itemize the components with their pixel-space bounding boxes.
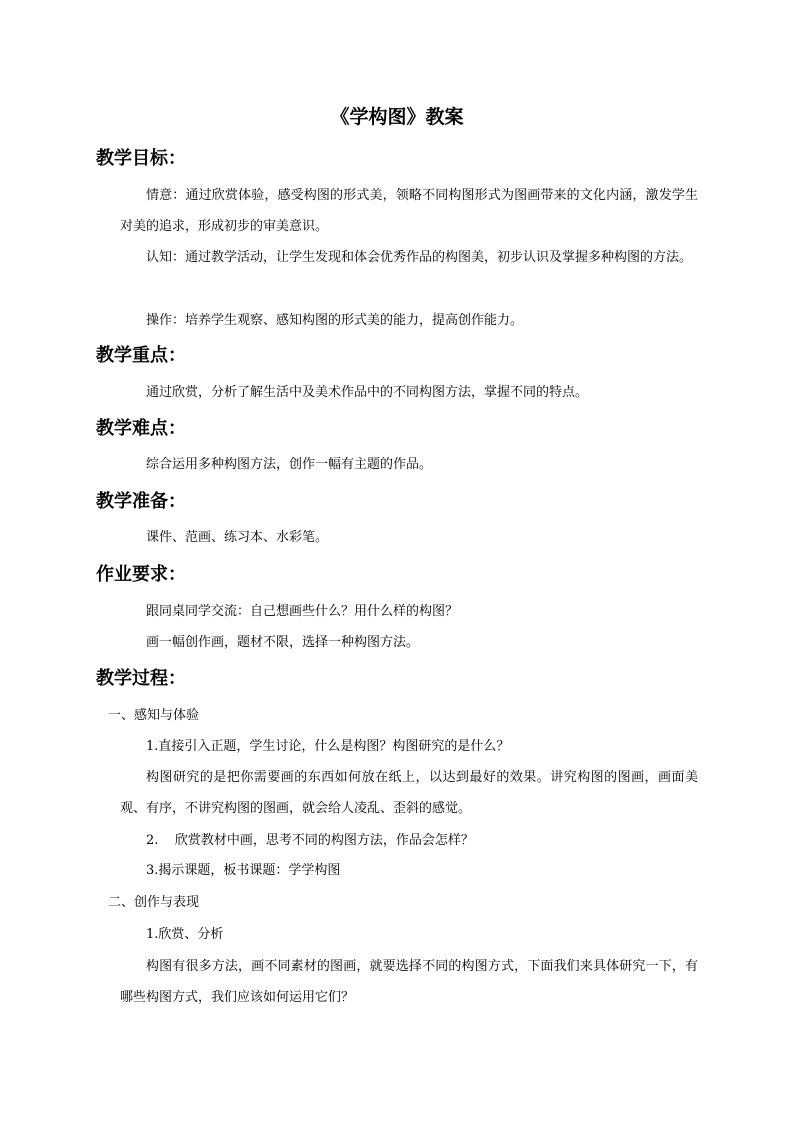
key-points-text: 通过欣赏，分析了解生活中及美术作品中的不同构图方法，掌握不同的特点。 (146, 385, 589, 400)
section-1-step-3: 3.揭示课题，板书课题：学学构图 (146, 863, 341, 878)
section-2-step-1: 1.欣赏、分析 (146, 927, 224, 942)
homework-heading: 作业要求： (96, 564, 186, 585)
objective-cognition: 认知：通过教学活动，让学生发现和体会优秀作品的构图美，初步认识及掌握多种构图的方法。 (146, 250, 693, 265)
preparation-heading: 教学准备： (96, 491, 186, 512)
key-points-heading: 教学重点： (96, 345, 186, 366)
homework-item-2: 画一幅创作画，题材不限，选择一种构图方法。 (146, 635, 420, 650)
section-1-step-2: 2. 欣赏教材中画，思考不同的构图方法，作品会怎样？ (146, 833, 474, 848)
process-heading: 教学过程： (96, 668, 186, 689)
preparation-text: 课件、范画、练习本、水彩笔。 (146, 530, 329, 545)
objective-emotion: 情意：通过欣赏体验，感受构图的形式美，领略不同构图形式为图画带来的文化内涵，激发学生对美的追求，形成初步的审美意识。 (120, 188, 698, 234)
section-1-step-1: 1.直接引入正题，学生讨论，什么是构图？构图研究的是什么？ (146, 739, 510, 754)
document-title: 《学构图》教案 (330, 106, 464, 128)
section-2-title: 二、创作与表现 (108, 895, 200, 910)
difficulties-text: 综合运用多种构图方法，创作一幅有主题的作品。 (146, 457, 433, 472)
objectives-heading: 教学目标： (96, 148, 186, 169)
section-2-explanation: 构图有很多方法，画不同素材的图画，就要选择不同的构图方式，下面我们来具体研究一下，有哪些构图方式，我们应该如何运用它们？ (120, 959, 698, 1005)
difficulties-heading: 教学难点： (96, 418, 186, 439)
objective-operation: 操作：培养学生观察、感知构图的形式美的能力，提高创作能力。 (146, 313, 524, 328)
section-1-explanation: 构图研究的是把你需要画的东西如何放在纸上，以达到最好的效果。讲究构图的图画，画面美观、有序，不讲究构图的图画，就会给人凌乱、歪斜的感觉。 (120, 770, 698, 816)
section-1-title: 一、感知与体验 (108, 708, 200, 723)
homework-item-1: 跟同桌同学交流：自己想画些什么？用什么样的构图？ (146, 604, 459, 619)
